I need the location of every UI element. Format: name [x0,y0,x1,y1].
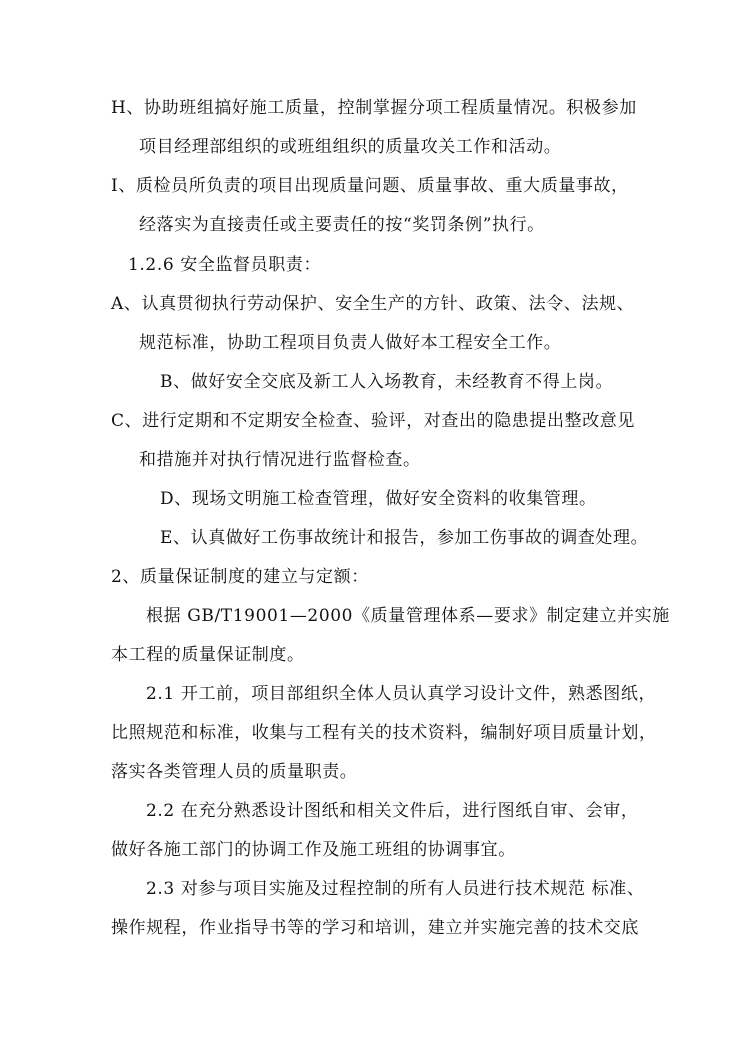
text-line-i-item: I、质检员所负责的项目出现质量问题、质量事故、重大质量事故， [111,176,629,196]
paragraph-2-1-line-3: 落实各类管理人员的质量职责。 [111,762,358,782]
paragraph-2-1-line-1: 2.1 开工前，项目部组织全体人员认真学习设计文件，熟悉图纸， [146,684,657,704]
paragraph-2-2-line-1: 2.2 在充分熟悉设计图纸和相关文件后，进行图纸自审、会审， [146,801,639,821]
section-heading-2: 2、质量保证制度的建立与定额： [111,567,369,587]
text-line-e-item: E、认真做好工伤事故统计和报告，参加工伤事故的调查处理。 [160,528,649,548]
paragraph-intro-line-2: 本工程的质量保证制度。 [111,645,305,665]
text-line-a-item-cont: 规范标准，协助工程项目负责人做好本工程安全工作。 [139,333,562,353]
section-heading-1-2-6: 1.2.6 安全监督员职责： [128,255,322,275]
text-line-a-item: A、认真贯彻执行劳动保护、安全生产的方针、政策、法令、法规、 [111,294,635,314]
paragraph-intro-line-1: 根据 GB/T19001—2000《质量管理体系—要求》制定建立并实施 [146,606,670,626]
paragraph-2-1-line-2: 比照规范和标准，收集与工程有关的技术资料，编制好项目质量计划， [111,723,657,743]
paragraph-2-3-line-2: 操作规程，作业指导书等的学习和培训，建立并实施完善的技术交底 [111,918,639,938]
text-line-b-item: B、做好安全交底及新工人入场教育，未经教育不得上岗。 [160,372,614,392]
text-line-h-item: H、协助班组搞好施工质量，控制掌握分项工程质量情况。积极参加 [111,98,637,118]
text-line-i-item-cont: 经落实为直接责任或主要责任的按“奖罚条例”执行。 [139,215,545,235]
text-line-d-item: D、现场文明施工检查管理，做好安全资料的收集管理。 [160,489,597,509]
paragraph-2-3-line-1: 2.3 对参与项目实施及过程控制的所有人员进行技术规范 标准、 [146,879,645,899]
text-line-h-item-cont: 项目经理部组织的或班组组织的质量攻关工作和活动。 [139,137,562,157]
text-line-c-item-cont: 和措施并对执行情况进行监督检查。 [139,450,421,470]
text-line-c-item: C、进行定期和不定期安全检查、验评，对查出的隐患提出整改意见 [111,411,636,431]
paragraph-2-2-line-2: 做好各施工部门的协调工作及施工班组的协调事宜。 [111,840,516,860]
